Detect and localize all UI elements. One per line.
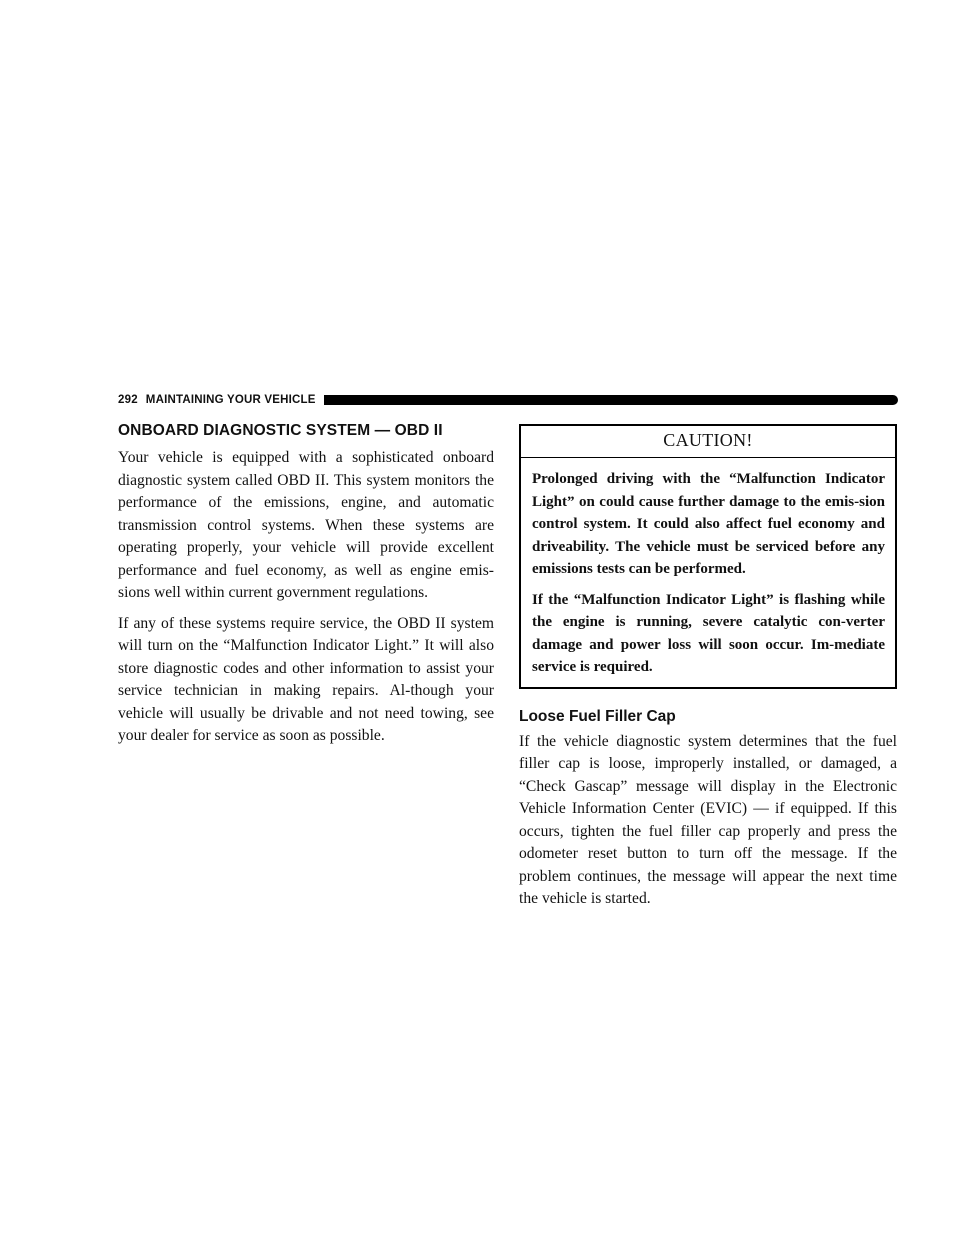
left-column bbox=[118, 421, 494, 756]
fuel-cap-paragraph: If the vehicle diagnostic system determines that the fuel filler cap is loose, improperly installed, or damaged, a “Check Gascap” message will display in the Electronic Vehicle Information Center (EVIC) — if equipped. If this occurs, tighten the fuel filler cap properly and press the odometer reset button to turn off the message. If the problem continues, the message will appear the next time the vehicle is started. bbox=[519, 732, 897, 907]
header-rule-bar bbox=[324, 395, 898, 405]
obd-heading: ONBOARD DIAGNOSTIC SYSTEM — OBD II bbox=[118, 422, 443, 439]
section-title: MAINTAINING YOUR VEHICLE bbox=[145, 394, 316, 406]
obd-paragraph-1: Your vehicle is equipped with a sophisticated onboard diagnostic system called OBD II. This system monitors the performance of the emissions, engine, and automatic transmission control systems. When these systems are operating properly, your vehicle will provide excellent performance and fuel economy, as well as engine emis-sions well within current government regulations. bbox=[118, 449, 494, 601]
right-column bbox=[519, 424, 897, 919]
caution-title: CAUTION! bbox=[521, 426, 895, 458]
caution-box bbox=[519, 424, 897, 689]
caution-body bbox=[521, 458, 895, 687]
page-header bbox=[118, 390, 898, 410]
caution-paragraph-1: Prolonged driving with the “Malfunction Indicator Light” on could cause further damage to the emis-sion control system. It could also affect fuel economy and driveability. The vehicle must be serviced before any emissions tests can be performed. bbox=[532, 471, 885, 577]
fuel-cap-subheading: Loose Fuel Filler Cap bbox=[519, 707, 676, 725]
page-number: 292 bbox=[118, 394, 138, 406]
obd-paragraph-2: If any of these systems require service, the OBD II system will turn on the “Malfunction Indicator Light.” It will also store diagnostic codes and other information to assist your service technician in making repairs. Al-though your vehicle will usually be drivable and not need towing, see your dealer for service as soon as possible. bbox=[118, 614, 494, 744]
caution-paragraph-2: If the “Malfunction Indicator Light” is flashing while the engine is running, severe catalytic con-verter damage and power loss will soon occur. Im-mediate service is required. bbox=[532, 591, 885, 675]
